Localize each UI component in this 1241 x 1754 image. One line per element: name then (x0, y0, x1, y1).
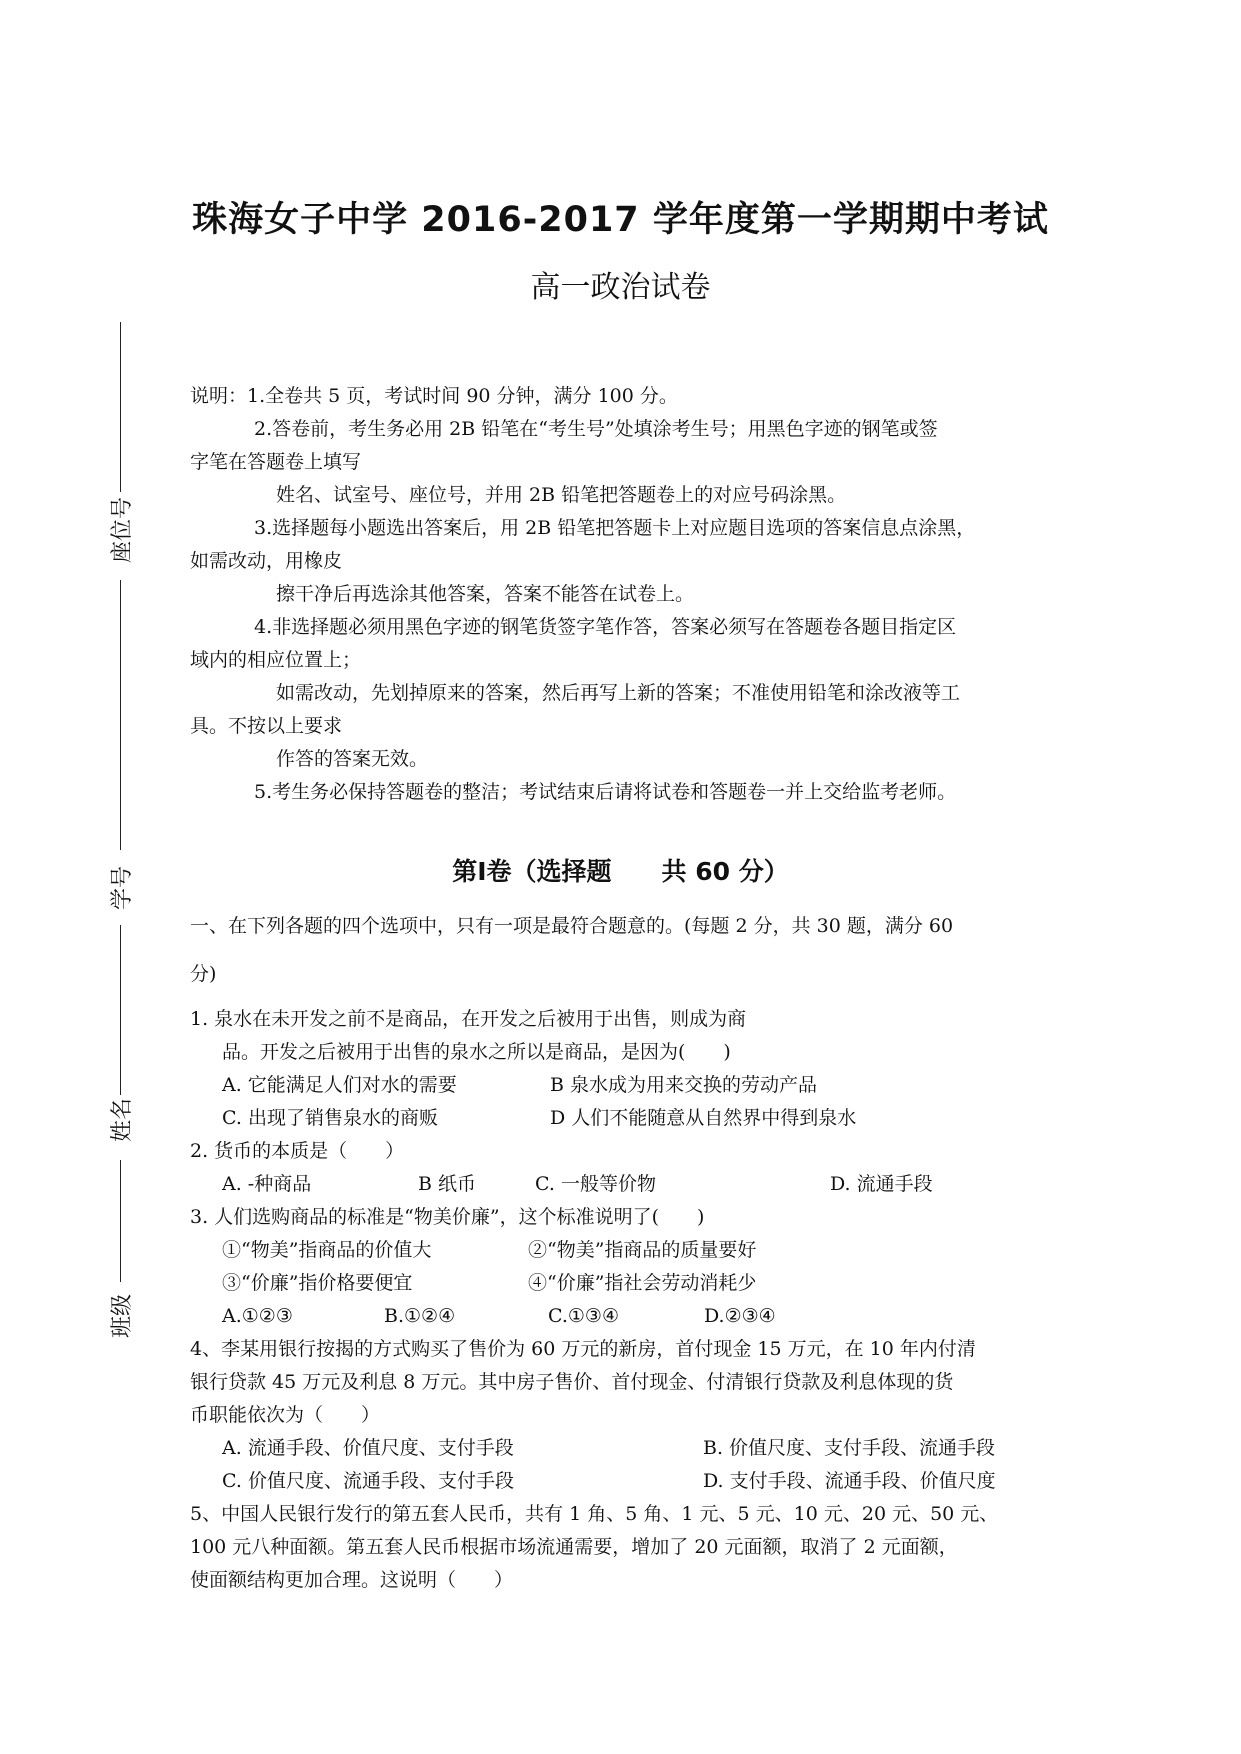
student-id-label: 学号 (109, 866, 135, 911)
option-d: D. 支付手段、流通手段、价值尺度 (703, 1470, 996, 1492)
option-b: B 纸币 (418, 1173, 477, 1195)
binding-line-3 (120, 925, 121, 1095)
question-stem: 币职能依次为（ ） (190, 1404, 381, 1426)
question-stem: 品。开发之后被用于出售的泉水之所以是商品，是因为( ) (222, 1041, 731, 1063)
option-c: C. 一般等价物 (535, 1173, 656, 1195)
instruction-line: 擦干净后再选涂其他答案，答案不能答在试卷上。 (276, 583, 695, 605)
option-c: C. 价值尺度、流通手段、支付手段 (222, 1470, 514, 1492)
option-b: B.①②④ (384, 1305, 456, 1327)
instruction-line: 说明：1.全卷共 5 页，考试时间 90 分钟，满分 100 分。 (190, 385, 678, 407)
instruction-line: 3.选择题每小题选出答案后，用 2B 铅笔把答题卡上对应题目选项的答案信息点涂黑， (254, 517, 976, 539)
instruction-line: 具。不按以上要求 (190, 715, 343, 737)
option-a: A. -种商品 (222, 1173, 312, 1195)
class-label: 班级 (109, 1294, 135, 1339)
name-label: 姓名 (109, 1098, 135, 1143)
instruction-line: 4.非选择题必须用黑色字迹的钢笔货签字笔作答，答案必须写在答题卷各题目指定区 (254, 616, 957, 638)
question-stem: 2. 货币的本质是（ ） (190, 1140, 405, 1162)
statement-3: ③“价廉”指价格要便宜 (222, 1272, 413, 1294)
question-stem: 100 元八种面额。第五套人民币根据市场流通需要，增加了 20 元面额，取消了 2 元面额， (190, 1536, 958, 1558)
option-c: C.①③④ (548, 1305, 619, 1327)
binding-line-4 (120, 1160, 121, 1282)
option-a: A. 流通手段、价值尺度、支付手段 (222, 1437, 514, 1459)
statement-1: ①“物美”指商品的价值大 (222, 1239, 432, 1261)
instruction-line: 如需改动，用橡皮 (190, 550, 343, 572)
section-title: 第Ⅰ卷（选择题 共 60 分） (452, 857, 789, 886)
option-b: B. 价值尺度、支付手段、流通手段 (703, 1437, 996, 1459)
exam-subtitle: 高一政治试卷 (530, 270, 711, 305)
question-stem: 3. 人们选购商品的标准是“物美价廉”，这个标准说明了( ) (190, 1206, 705, 1228)
question-stem: 银行贷款 45 万元及利息 8 万元。其中房子售价、首付现金、付清银行贷款及利息体现的货 (190, 1371, 954, 1393)
instruction-line: 如需改动，先划掉原来的答案，然后再写上新的答案；不准使用铅笔和涂改液等工 (276, 682, 961, 704)
option-c: C. 出现了销售泉水的商贩 (222, 1107, 438, 1129)
instruction-line: 作答的答案无效。 (276, 748, 429, 770)
section-intro: 一、在下列各题的四个选项中，只有一项是最符合题意的。(每题 2 分，共 30 题，满分 60 (190, 915, 954, 937)
statement-4: ④“价廉”指社会劳动消耗少 (528, 1272, 757, 1294)
option-d: D. 流通手段 (830, 1173, 933, 1195)
instruction-line: 5.考生务必保持答题卷的整洁；考试结束后请将试卷和答题卷一并上交给监考老师。 (254, 781, 957, 803)
instruction-line: 姓名、试室号、座位号，并用 2B 铅笔把答题卷上的对应号码涂黑。 (276, 484, 847, 506)
option-a: A.①②③ (222, 1305, 293, 1327)
exam-title: 珠海女子中学 2016-2017 学年度第一学期期中考试 (192, 200, 1049, 240)
instruction-line: 2.答卷前，考生务必用 2B 铅笔在“考生号”处填涂考生号；用黑色字迹的钢笔或签 (254, 418, 938, 440)
option-a: A. 它能满足人们对水的需要 (222, 1074, 457, 1096)
section-intro-cont: 分) (190, 963, 217, 985)
question-stem: 1. 泉水在未开发之前不是商品，在开发之后被用于出售，则成为商 (190, 1008, 747, 1030)
binding-line-2 (120, 580, 121, 850)
option-d: D 人们不能随意从自然界中得到泉水 (550, 1107, 857, 1129)
binding-line-1 (120, 322, 121, 492)
seat-number-label: 座位号 (109, 496, 135, 563)
instruction-line: 域内的相应位置上； (190, 649, 362, 671)
question-stem: 使面额结构更加合理。这说明（ ） (190, 1569, 514, 1591)
option-d: D.②③④ (704, 1305, 776, 1327)
question-stem: 5、中国人民银行发行的第五套人民币，共有 1 角、5 角、1 元、5 元、10 元、20 元、50 元、 (190, 1503, 999, 1525)
statement-2: ②“物美”指商品的质量要好 (528, 1239, 757, 1261)
question-stem: 4、李某用银行按揭的方式购买了售价为 60 万元的新房，首付现金 15 万元，在 10 年内付清 (190, 1338, 976, 1360)
option-b: B 泉水成为用来交换的劳动产品 (550, 1074, 818, 1096)
instruction-line: 字笔在答题卷上填写 (190, 451, 362, 473)
